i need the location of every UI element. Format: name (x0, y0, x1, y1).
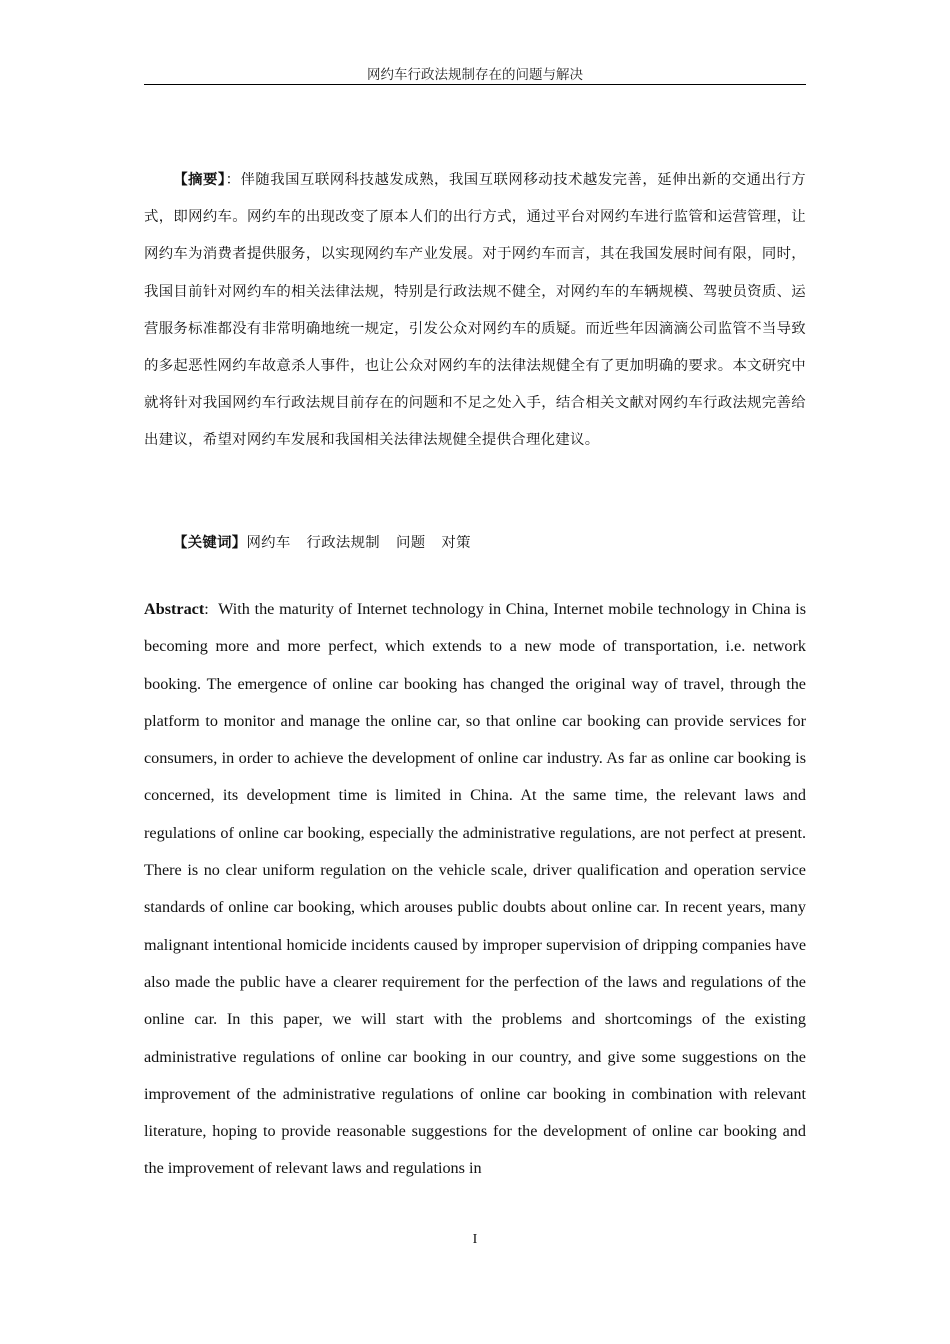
english-abstract-text: With the maturity of Internet technology in China, Internet mobile technology in China is becoming more and more perfect, which extends to a new mode of transportation, i.e. network booking. The emergence of online car booking has changed the original way of travel, through the platform to monitor and manage the online car, so that online car booking can provide services for consumers, in order to achieve the development of online car industry. As far as online car booking is concerned, its development time is limited in China. At the same time, the relevant laws and regulations of online car booking, especially the administrative regulations, are not perfect at present. There is no clear uniform regulation on the vehicle scale, driver qualification and operation service standards of online car booking, which arouses public doubts about online car. In recent years, many malignant intentional homicide incidents caused by improper supervision of dripping companies have also made the public have a clearer requirement for the perfection of the laws and regulations of the online car. In this paper, we will start with the problems and shortcomings of the existing administrative regulations of online car booking in our country, and give some suggestions on the improvement of the administrative regulations of online car booking in combination with relevant literature, hoping to provide reasonable suggestions for the development of online car booking and the improvement of relevant laws and regulations in (144, 600, 807, 1178)
chinese-abstract-colon: ： (225, 172, 241, 188)
english-abstract-label: Abstract (144, 600, 205, 618)
keyword-item: 行政法规制 (306, 535, 381, 551)
page-number: I (472, 1232, 478, 1247)
keywords-label: 【关键词】 (173, 535, 247, 551)
english-abstract-colon: : (204, 600, 209, 618)
english-abstract (144, 591, 806, 1188)
running-header: 网约车行政法规制存在的问题与解决 (367, 67, 583, 83)
keyword-item: 对策 (441, 535, 471, 551)
chinese-keywords (173, 526, 806, 560)
keyword-item: 网约车 (246, 535, 291, 551)
keyword-item: 问题 (396, 535, 426, 551)
chinese-abstract (144, 162, 806, 460)
chinese-abstract-text: 伴随我国互联网科技越发成熟，我国互联网移动技术越发完善，延伸出新的交通出行方式，即网约车。网约车的出现改变了原本人们的出行方式，通过平台对网约车进行监管和运营管理，让网约车为消费者提供服务，以实现网约车产业发展。对于网约车而言，其在我国发展时间有限，同时，我国目前针对网约车的相关法律法规，特别是行政法规不健全，对网约车的车辆规模、驾驶员资质、运营服务标准都没有非常明确地统一规定，引发公众对网约车的质疑。而近些年因滴滴公司监管不当导致的多起恶性网约车故意杀人事件，也让公众对网约车的法律法规健全有了更加明确的要求。本文研究中就将针对我国网约车行政法规目前存在的问题和不足之处入手，结合相关文献对网约车行政法规完善给出建议，希望对网约车发展和我国相关法律法规健全提供合理化建议。 (144, 172, 806, 449)
chinese-abstract-label: 【摘要】 (173, 172, 226, 188)
header-rule (144, 84, 806, 85)
